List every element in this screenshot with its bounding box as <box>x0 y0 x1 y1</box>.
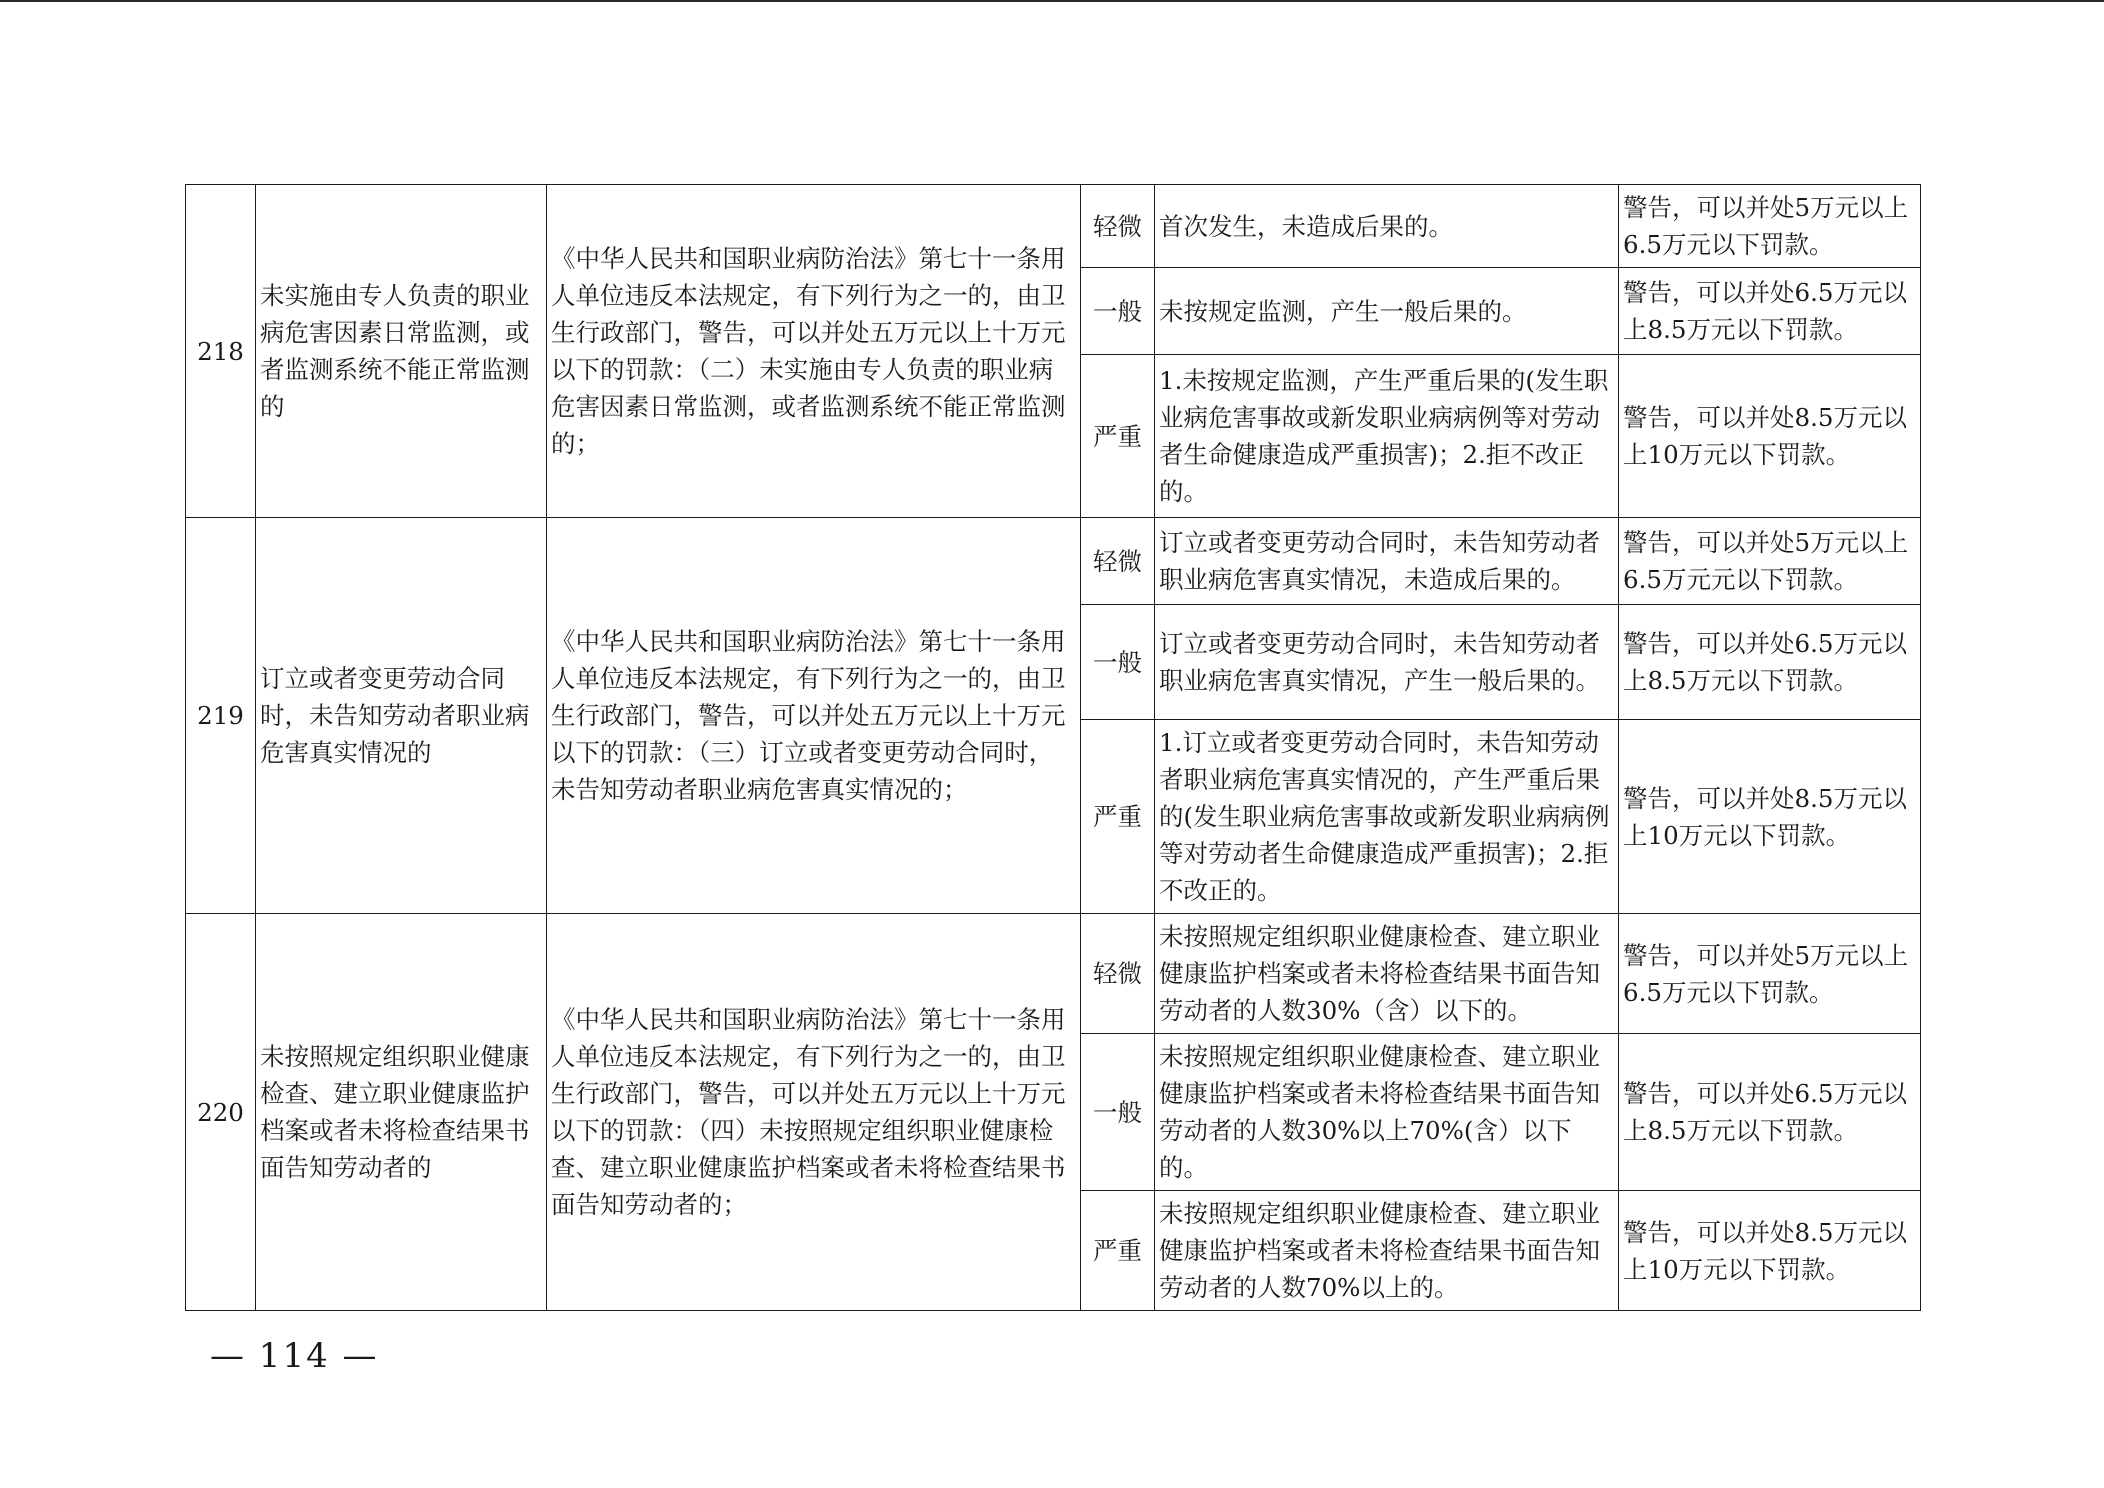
penalty: 警告，可以并处6.5万元以上8.5万元以下罚款。 <box>1619 605 1921 720</box>
severity-level: 轻微 <box>1081 914 1155 1034</box>
penalty: 警告，可以并处5万元以上6.5万元以下罚款。 <box>1619 185 1921 268</box>
page-top-rule <box>0 0 2104 2</box>
severity-level: 一般 <box>1081 268 1155 355</box>
circumstance: 未按照规定组织职业健康检查、建立职业健康监护档案或者未将检查结果书面告知劳动者的人数30%（含）以下的。 <box>1155 914 1619 1034</box>
violation-behavior: 未按照规定组织职业健康检查、建立职业健康监护档案或者未将检查结果书面告知劳动者的 <box>256 914 547 1311</box>
circumstance: 1.订立或者变更劳动合同时，未告知劳动者职业病危害真实情况的，产生严重后果的(发生职业病危害事故或新发职业病病例等对劳动者生命健康造成严重损害)；2.拒不改正的。 <box>1155 720 1619 914</box>
severity-level: 严重 <box>1081 720 1155 914</box>
penalty-standard-table <box>185 184 1921 1311</box>
violation-behavior: 订立或者变更劳动合同时，未告知劳动者职业病危害真实情况的 <box>256 518 547 914</box>
item-number: 220 <box>186 914 256 1311</box>
circumstance: 未按规定监测，产生一般后果的。 <box>1155 268 1619 355</box>
table-row <box>186 518 1921 605</box>
legal-basis: 《中华人民共和国职业病防治法》第七十一条用人单位违反本法规定，有下列行为之一的，由卫生行政部门，警告，可以并处五万元以上十万元以下的罚款：（二）未实施由专人负责的职业病危害因素日常监测，或者监测系统不能正常监测的； <box>547 185 1081 518</box>
severity-level: 一般 <box>1081 1034 1155 1191</box>
severity-level: 严重 <box>1081 1191 1155 1311</box>
violation-behavior: 未实施由专人负责的职业病危害因素日常监测，或者监测系统不能正常监测的 <box>256 185 547 518</box>
severity-level: 轻微 <box>1081 185 1155 268</box>
legal-basis: 《中华人民共和国职业病防治法》第七十一条用人单位违反本法规定，有下列行为之一的，由卫生行政部门，警告，可以并处五万元以上十万元以下的罚款：（三）订立或者变更劳动合同时，未告知劳动者职业病危害真实情况的； <box>547 518 1081 914</box>
penalty: 警告，可以并处8.5万元以上10万元以下罚款。 <box>1619 1191 1921 1311</box>
page-number: — 114 — <box>210 1336 379 1376</box>
table-row <box>186 914 1921 1034</box>
circumstance: 订立或者变更劳动合同时，未告知劳动者职业病危害真实情况，未造成后果的。 <box>1155 518 1619 605</box>
circumstance: 1.未按规定监测，产生严重后果的(发生职业病危害事故或新发职业病病例等对劳动者生命健康造成严重损害)；2.拒不改正的。 <box>1155 355 1619 518</box>
circumstance: 首次发生，未造成后果的。 <box>1155 185 1619 268</box>
item-number: 218 <box>186 185 256 518</box>
penalty: 警告，可以并处6.5万元以上8.5万元以下罚款。 <box>1619 1034 1921 1191</box>
table-row <box>186 185 1921 268</box>
legal-basis: 《中华人民共和国职业病防治法》第七十一条用人单位违反本法规定，有下列行为之一的，由卫生行政部门，警告，可以并处五万元以上十万元以下的罚款：（四）未按照规定组织职业健康检查、建立职业健康监护档案或者未将检查结果书面告知劳动者的； <box>547 914 1081 1311</box>
penalty: 警告，可以并处6.5万元以上8.5万元以下罚款。 <box>1619 268 1921 355</box>
circumstance: 未按照规定组织职业健康检查、建立职业健康监护档案或者未将检查结果书面告知劳动者的人数70%以上的。 <box>1155 1191 1619 1311</box>
penalty: 警告，可以并处8.5万元以上10万元以下罚款。 <box>1619 720 1921 914</box>
circumstance: 未按照规定组织职业健康检查、建立职业健康监护档案或者未将检查结果书面告知劳动者的人数30%以上70%(含）以下的。 <box>1155 1034 1619 1191</box>
penalty: 警告，可以并处5万元以上6.5万元以下罚款。 <box>1619 914 1921 1034</box>
item-number: 219 <box>186 518 256 914</box>
severity-level: 轻微 <box>1081 518 1155 605</box>
severity-level: 严重 <box>1081 355 1155 518</box>
severity-level: 一般 <box>1081 605 1155 720</box>
circumstance: 订立或者变更劳动合同时，未告知劳动者职业病危害真实情况，产生一般后果的。 <box>1155 605 1619 720</box>
penalty: 警告，可以并处5万元以上6.5万元元以下罚款。 <box>1619 518 1921 605</box>
penalty: 警告，可以并处8.5万元以上10万元以下罚款。 <box>1619 355 1921 518</box>
